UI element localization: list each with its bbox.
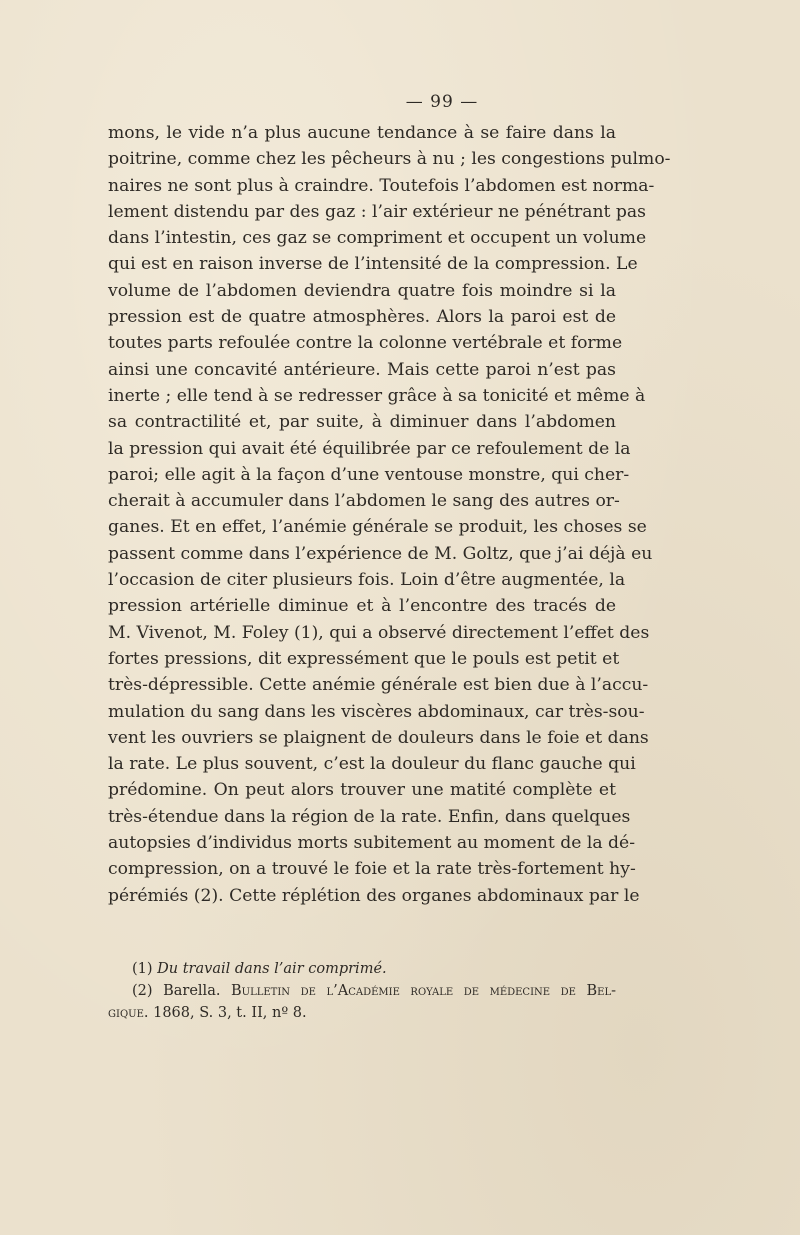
text-line: M. Vivenot, M. Foley (1), qui a observé directement l’effet des bbox=[108, 622, 650, 643]
text-line: ainsi une concavité antérieure. Mais cette paroi n’est pas bbox=[108, 359, 616, 380]
text-line: pérémiés (2). Cette réplétion des organes abdominaux par le bbox=[108, 885, 640, 906]
text-line: mulation du sang dans les viscères abdominaux, car très-sou- bbox=[108, 701, 645, 722]
text-line: vent les ouvriers se plaignent de douleurs dans le foie et dans bbox=[108, 727, 649, 748]
text-line: naires ne sont plus à craindre. Toutefois l’abdomen est norma- bbox=[108, 175, 655, 196]
footnotes bbox=[108, 958, 616, 1024]
text-line: volume de l’abdomen deviendra quatre fois moindre si la bbox=[108, 280, 616, 301]
footnote-1-text: Du travail dans l’air comprimé. bbox=[157, 961, 387, 977]
footnote-2-line-1 bbox=[108, 980, 616, 1002]
text-line: mons, le vide n’a plus aucune tendance à se faire dans la bbox=[108, 123, 616, 143]
footnote-2-ref: 1868, S. 3, t. II, nº 8. bbox=[153, 1005, 307, 1021]
footnote-2-number: (2) bbox=[132, 983, 153, 999]
text-line: qui est en raison inverse de l’intensité de la compression. Le bbox=[108, 254, 638, 275]
text-line: paroi; elle agit à la façon d’une ventouse monstre, qui cher- bbox=[108, 464, 630, 485]
footnote-2-title: Bulletin de l’Académie royale de médecine de Bel- bbox=[231, 983, 617, 999]
text-line: pression est de quatre atmosphères. Alors la paroi est de bbox=[108, 307, 616, 328]
text-line: toutes parts refoulée contre la colonne vertébrale et forme bbox=[108, 333, 623, 354]
text-line: passent comme dans l’expérience de M. Goltz, que j’ai déjà eu bbox=[108, 543, 653, 564]
text-line: l’occasion de citer plusieurs fois. Loin d’être augmentée, la bbox=[108, 570, 626, 591]
text-line: très-dépressible. Cette anémie générale est bien due à l’accu- bbox=[108, 675, 649, 696]
body-text bbox=[108, 120, 671, 909]
footnote-2-author: Barella. bbox=[163, 983, 221, 999]
text-line: poitrine, comme chez les pêcheurs à nu ; les congestions pulmo- bbox=[108, 149, 671, 170]
text-line: inerte ; elle tend à se redresser grâce à sa tonicité et même à bbox=[108, 385, 646, 406]
text-line: dans l’intestin, ces gaz se compriment et occupent un volume bbox=[108, 228, 647, 249]
footnote-2-title-cont: gique. bbox=[108, 1005, 149, 1021]
page-number: — 99 — bbox=[405, 92, 479, 112]
footnote-1 bbox=[108, 958, 616, 980]
text-line: pression artérielle diminue et à l’encontre des tracés de bbox=[108, 596, 616, 617]
text-line: compression, on a trouvé le foie et la rate très-fortement hy- bbox=[108, 859, 636, 880]
text-line: la rate. Le plus souvent, c’est la douleur du flanc gauche qui bbox=[108, 754, 636, 775]
text-line: autopsies d’individus morts subitement au moment de la dé- bbox=[108, 833, 636, 854]
text-line: sa contractilité et, par suite, à diminuer dans l’abdomen bbox=[108, 412, 616, 433]
footnote-1-number: (1) bbox=[132, 961, 153, 977]
text-line: ganes. Et en effet, l’anémie générale se produit, les choses se bbox=[108, 517, 647, 538]
text-line: fortes pressions, dit expressément que le pouls est petit et bbox=[108, 648, 620, 669]
text-line: très-étendue dans la région de la rate. Enfin, dans quelques bbox=[108, 806, 631, 827]
text-line: la pression qui avait été équilibrée par ce refoulement de la bbox=[108, 438, 631, 459]
text-line: lement distendu par des gaz : l’air extérieur ne pénétrant pas bbox=[108, 201, 646, 222]
text-line: cherait à accumuler dans l’abdomen le sang des autres or- bbox=[108, 491, 620, 512]
text-line: prédomine. On peut alors trouver une matité complète et bbox=[108, 780, 616, 801]
footnote-2-line-2 bbox=[108, 1002, 616, 1024]
